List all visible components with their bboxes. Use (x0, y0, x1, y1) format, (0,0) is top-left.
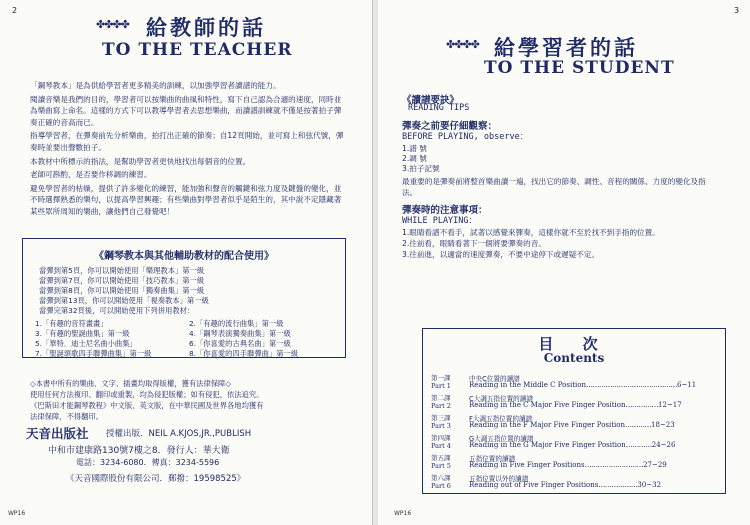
page-range: 6~11 (676, 381, 697, 389)
publisher-address: 中和市建康路130號7樓之8．發行人：華大衛 (48, 446, 230, 456)
contents-row[interactable] (431, 433, 719, 453)
publisher-phone: 電話：3234-6080．傳真：3234-5596 (76, 458, 220, 467)
lesson-title-text: Reading in the Middle C Position (469, 381, 586, 389)
teacher-intro (30, 80, 348, 220)
leader-dots: ………… (625, 421, 652, 429)
copyright-notice (30, 378, 350, 422)
reading-tips-en: READING TIPS (408, 103, 470, 113)
reading-tips-cn: 《讀譜要訣》 (402, 95, 460, 106)
part-number: Part 3 (431, 422, 451, 430)
part-number: Part 6 (431, 482, 451, 490)
left-page (0, 0, 373, 525)
teacher-title-en: TO THE TEACHER (102, 40, 293, 60)
part-number: Part 1 (431, 382, 451, 390)
leader-dots: …………………………………… (585, 381, 677, 389)
lesson-title-en (469, 381, 719, 389)
leader-dots: ………… (625, 441, 652, 449)
lesson-title-cn: F大調五指位置的讀譜 (469, 415, 533, 423)
box-title: 《鋼琴教本與其他輔助教材的配合使用》 (94, 251, 274, 262)
box-line: 當彈到第5頁，你可以開始使用「樂理教本」第一級 (39, 266, 205, 275)
leader-dots: …………… (625, 401, 659, 409)
ornament-icon: ✤✤✤✤ (96, 18, 129, 31)
publisher-company: 《天音國際股份有限公司．郵撥：19598525》 (66, 474, 246, 484)
intro-paragraph: 本教材中所標示的指法，是幫助學習者更快地找出每個音的位置。 (30, 156, 251, 166)
contents-row[interactable] (431, 413, 719, 433)
while-item: 3.往前進，以適當的速度彈奏，不要中途停下或遲疑不定。 (402, 250, 600, 259)
lesson-title-text: Reading in Five Finger Positions (469, 461, 585, 469)
lesson-title-en (469, 461, 719, 469)
ornament-icon: ✤✤✤✤ (446, 38, 479, 51)
intro-paragraph: 避免學習者的枯燥，提供了許多變化的練習，能加強和聲音的觸鍵和弦力度及鍵盤的變化，並不時選擇熟悉的樂句，以提高學習興趣；有些樂曲對學習者似乎是陌生的，其中說不定隱藏著某些眾所周知的樂曲，讓他們自己發覺吧！ (30, 183, 342, 216)
publisher-name: 天音出版社 (26, 426, 89, 441)
page-range: 27~29 (643, 461, 667, 469)
observe-item: 2.調 號 (402, 154, 427, 163)
contents-box (422, 328, 726, 494)
student-title-cn: 給學習者的話 (494, 36, 638, 60)
page-footer: WP16 (8, 510, 26, 517)
contents-row[interactable] (431, 393, 719, 413)
lesson-title-text: Reading in the F Major Five Finger Position (469, 421, 626, 429)
lesson-title-en (469, 481, 719, 489)
part-number: Part 5 (431, 462, 451, 470)
box-line: 當彈到第7頁，你可以開始使用「技巧教本」第一級 (39, 276, 205, 285)
lesson-number: 第四課 (431, 434, 451, 442)
lesson-number: 第一課 (431, 374, 451, 382)
lesson-title-cn: 中央C位置的讀譜 (469, 375, 520, 383)
lesson-title-en (469, 441, 719, 449)
leader-dots: ……………………… (584, 461, 644, 469)
page-number: 2 (12, 6, 18, 15)
lesson-number: 第五課 (431, 454, 451, 462)
lesson-title-cn: C大調五指位置的讀譜 (469, 395, 533, 403)
contents-title-en: Contents (543, 351, 605, 365)
box-line: 當彈完第32頁後，可以開始使用下列併用教材： (39, 306, 195, 315)
publisher-rights: 授權出版．NEIL A.KJOS,JR.,PUBLISH (106, 429, 252, 439)
while-playing-cn: 彈奏時的注意事項： (402, 205, 488, 216)
before-playing-text: 最重要的是彈奏前將整首樂曲讀一遍，找出它的節奏、調性、音程的關係、力度的變化及指法。 (402, 177, 706, 197)
copyright-line: ◇本書中所有的樂曲、文字、插畫均取得版權，獲有法律保障◇ (30, 379, 231, 388)
lesson-title-en (469, 421, 719, 429)
before-playing-cn: 彈奏之前要仔細觀察： (402, 121, 498, 132)
right-page (378, 0, 750, 525)
page-footer: WP16 (394, 510, 412, 517)
contents-row[interactable] (431, 473, 719, 493)
intro-paragraph: 老師可斟酌，是否要作移調的練習。 (30, 170, 152, 180)
contents-title-cn: 目 次 (538, 335, 610, 353)
lesson-number: 第六課 (431, 474, 451, 482)
page-range: 12~17 (658, 401, 682, 409)
lesson-title-en (469, 401, 719, 409)
book-item: 2.「有趣的流行曲集」第一級 (189, 319, 284, 328)
book-item: 8.「你喜愛的四手聯彈曲」第一級 (189, 349, 299, 358)
before-playing-en: BEFORE PLAYING, observe： (402, 132, 529, 142)
page-range: 18~23 (651, 421, 675, 429)
copyright-line: 《巴斯田才能鋼琴教程》中文版、英文版，在中華民國及世界各地均獲有 (30, 401, 264, 410)
lesson-title-cn: 五指位置的讀譜 (469, 455, 516, 463)
lesson-title-cn: 五指位置以外的讀譜 (469, 475, 529, 483)
page-range: 24~26 (651, 441, 676, 449)
box-line: 當彈到第13頁，你可以開始使用「視奏教本」第一級 (39, 296, 209, 305)
lesson-title-text: Reading in the G Major Five Finger Position (469, 441, 626, 449)
supplementary-materials-box (22, 238, 346, 358)
contents-row[interactable] (431, 373, 719, 393)
lesson-number: 第二課 (431, 394, 451, 402)
while-item: 2.往前看，眼睛看著下一個將要彈奏的音。 (402, 239, 546, 248)
book-item: 5.「華特．迪士尼名曲小曲集」 (35, 339, 137, 348)
copyright-line: 使用任何方法複印、翻印或重製，均為侵犯版權；如有侵犯，依法追究。 (30, 390, 264, 399)
copyright-line: 法律保障，不得翻印。 (30, 412, 103, 421)
part-number: Part 2 (431, 402, 451, 410)
leader-dots: ……………… (598, 481, 638, 489)
part-number: Part 4 (431, 442, 451, 450)
page-number: 3 (734, 6, 740, 15)
observe-item: 3.拍子記號 (402, 164, 440, 173)
box-line: 當彈到第8頁，你可以開始使用「獨奏曲集」第一級 (39, 286, 205, 295)
intro-paragraph: 「鋼琴教本」是為供給學習者更多精美的訓練，以加強學習者讀譜的能力。 (30, 81, 281, 90)
lesson-number: 第三課 (431, 414, 451, 422)
book-item: 4.「鋼琴表演獨奏曲集」第一級 (189, 329, 291, 338)
intro-paragraph: 指導學習者，在彈奏前先分析樂曲，拍打出正確的節奏；自12頁開始，並可寫上和弦代號，彈奏時並要出聲數拍子。 (30, 131, 344, 152)
contents-row[interactable] (431, 453, 719, 473)
lesson-title-cn: G大調五指位置的讀譜 (469, 435, 534, 443)
lesson-title-text: Reading out of Five Finger Positions (469, 481, 599, 489)
intro-paragraph: 閱讀音樂是我們的目的，學習者可以按樂曲的曲風和特性，寫下自己認為合適的速度，同時並為樂曲寫上命名。這樣的方式下可以教導學習者去思想樂曲，而讀譜訓練就不僅是按著拍子彈奏正確的音高而已。 (30, 94, 342, 127)
book-item: 3.「有趣的聖誕曲集」第一級 (35, 329, 130, 338)
lesson-title-text: Reading in the C Major Five Finger Position (469, 401, 626, 409)
page-range: 30~32 (637, 481, 662, 489)
book-item: 7.「聖誕頌歌四手聯彈曲集」第一級 (35, 349, 152, 358)
observe-item: 1.譜 號 (402, 144, 427, 153)
while-playing-en: WHILE PLAYING： (402, 216, 478, 226)
while-item: 1.眼睛看譜不看手，試著以感覺來彈奏，這樣你就不至於找不到手指的位置。 (402, 228, 660, 237)
book-item: 6.「你喜愛的古典名曲」第一級 (189, 339, 291, 348)
teacher-title-cn: 給教師的話 (146, 16, 266, 40)
book-item: 1.「有趣的音符畫畫」 (35, 319, 108, 328)
student-title-en: TO THE STUDENT (484, 58, 675, 78)
